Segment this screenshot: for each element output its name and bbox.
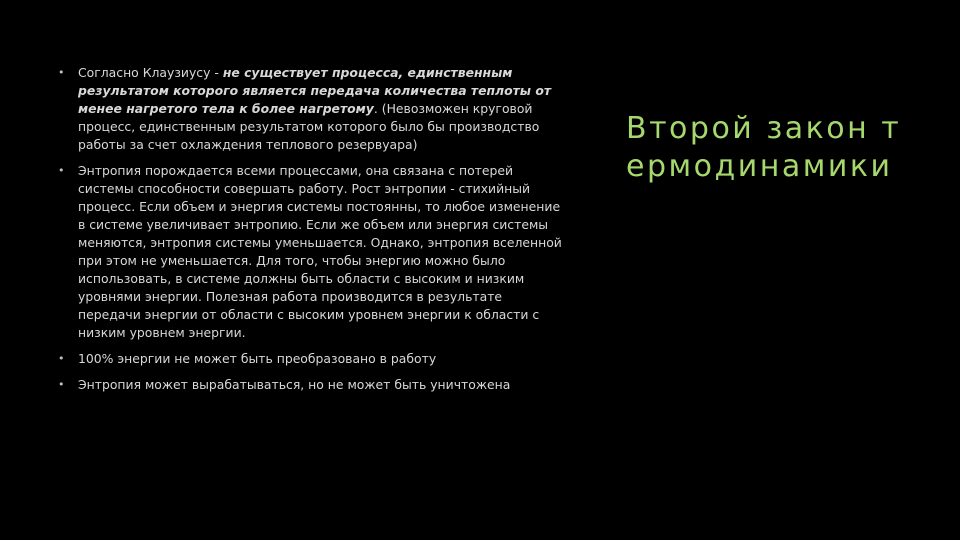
bullet-list: [58, 64, 563, 402]
bullet-text: Энтропия порождается всеми процессами, она связана с потерей системы способности совершать работу. Рост энтропии - стихийный процесс. Если объем и энергия системы постоянны, то любое изменение в системе увеличивает энтропию. Если же объем или энергия системы меняются, энтропия системы уменьшается. Однако, энтропия вселенной при этом не уменьшается. Для того, чтобы энергию можно было использовать, в системе должны быть области с высоким и низким уровнями энергии. Полезная работа производится в результате передачи энергии от области с высоким уровнем энергии к области с низким уровнем энергии.: [78, 163, 562, 340]
bullet-intro-text: Согласно Клаузиусу -: [78, 65, 223, 80]
bullet-marker: •: [58, 164, 65, 177]
bullet-marker: •: [58, 66, 65, 79]
bullet-marker: •: [58, 378, 65, 391]
bullet-emphasis-text: не существует процесса, единственным результатом которого является передача количества теплоты от менее нагретого тела к более нагретому: [78, 65, 552, 116]
bullet-entropy-creation: [58, 376, 563, 394]
bullet-rest-text: . (Невозможен круговой процесс, единственным результатом которого было бы производство работы за счет охлаждения теплового резервуара): [78, 101, 540, 152]
slide-title: Второй закон термодинамики: [626, 111, 902, 184]
bullet-text: 100% энергии не может быть преобразовано в работу: [78, 351, 437, 366]
bullet-text: Энтропия может вырабатываться, но не может быть уничтожена: [78, 377, 511, 392]
bullet-energy-conversion: [58, 350, 563, 368]
bullet-entropy: [58, 162, 563, 342]
bullet-clausius: [58, 64, 563, 154]
bullet-marker: •: [58, 352, 65, 365]
